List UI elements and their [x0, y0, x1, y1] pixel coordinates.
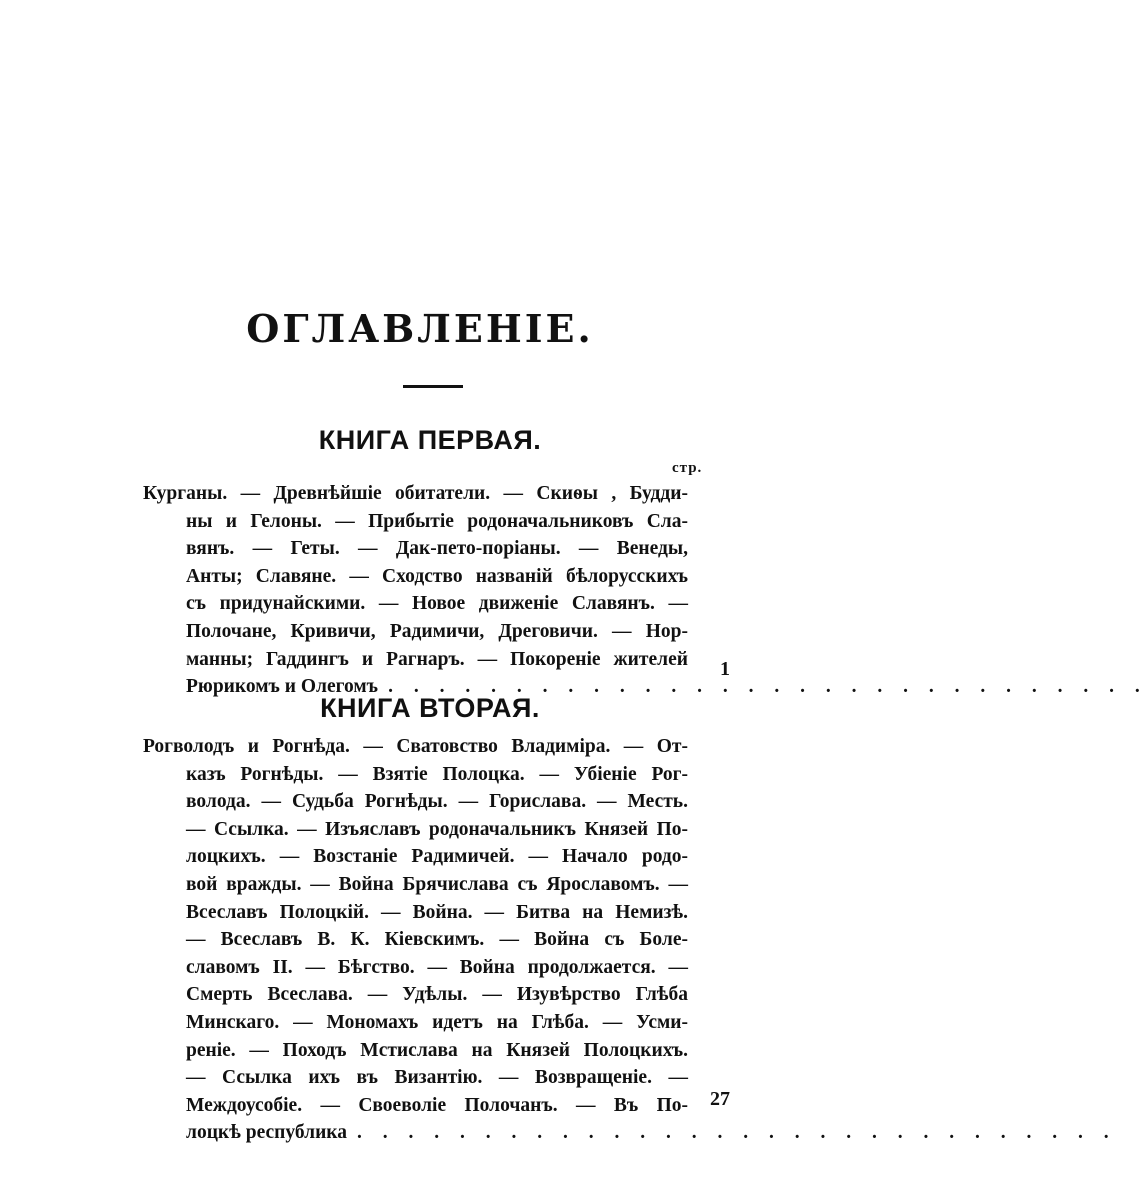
- book-two-title: КНИГА ВТОРАЯ.: [320, 693, 540, 723]
- contents-line: казъ Рогнѣды. — Взятіе Полоцка. — Убіеніе Рог-: [186, 763, 688, 785]
- contents-line: славомъ II. — Бѣгство. — Война продолжается. —: [186, 956, 688, 978]
- page-column-label: стр.: [672, 460, 703, 476]
- contents-line: съ придунайскими. — Новое движенiе Славянъ. —: [186, 593, 688, 615]
- page-title: ОГЛАВЛЕНІЕ.: [246, 306, 594, 351]
- contents-line: ны и Гелоны. — Прибытіе родоначальниковъ Сла-: [186, 510, 688, 532]
- leader-dots: . . . . . . . . . . . . . . . . . . . . . . . . . . . . . .: [388, 676, 1148, 698]
- contents-line-text: Рюрикомъ и Олегомъ: [186, 676, 379, 698]
- contents-line-text: лоцкѣ республика: [186, 1122, 347, 1144]
- book-one-contents: [143, 480, 1148, 701]
- leader-dots: . . . . . . . . . . . . . . . . . . . . . . . . . . . . . .: [357, 1122, 1117, 1144]
- contents-line: Смерть Всеслава. — Удѣлы. — Изувѣрство Глѣба: [186, 984, 688, 1006]
- contents-line: вой вражды. — Война Брячислава съ Ярославомъ. —: [186, 873, 688, 895]
- contents-line: — Ссылка ихъ въ Византію. — Возвращеніе. —: [186, 1067, 688, 1089]
- contents-line: вянъ. — Геты. — Дак-пето-порiаны. — Венеды,: [186, 538, 688, 560]
- contents-line: волода. — Судьба Рогнѣды. — Горислава. — Месть.: [186, 791, 688, 813]
- contents-line: Анты; Славяне. — Сходство названiй бѣлорусскихъ: [186, 565, 688, 587]
- contents-line: Минскаго. — Мономахъ идетъ на Глѣба. — Усми-: [186, 1011, 688, 1033]
- contents-last-line: [143, 1119, 1117, 1147]
- contents-line: манны; Гаддингъ и Рагнаръ. — Покоренiе жителей: [186, 648, 688, 670]
- contents-line: Всеславъ Полоцкій. — Война. — Битва на Немизѣ.: [186, 901, 688, 923]
- title-divider: [403, 385, 463, 388]
- contents-line: — Ссылка. — Изъяславъ родоначальникъ Князей По-: [186, 818, 688, 840]
- contents-line: Курганы. — Древнѣйшіе обитатели. — Скиѳы , Будди-: [143, 483, 688, 504]
- contents-line: Полочане, Кривичи, Радимичи, Дреговичи. — Нор-: [186, 620, 688, 642]
- contents-line: Рогволодъ и Рогнѣда. — Сватовство Владиміра. — От-: [143, 736, 688, 757]
- book-two-page-number: 27: [710, 1088, 730, 1110]
- contents-line: реніе. — Походъ Мстислава на Князей Полоцкихъ.: [186, 1039, 688, 1061]
- book-one-page-number: 1: [720, 658, 730, 680]
- contents-line: Междоусобіе. — Своеволіе Полочанъ. — Въ По-: [186, 1094, 688, 1116]
- contents-line: — Всеславъ В. К. Кіевскимъ. — Война съ Боле-: [186, 929, 688, 951]
- book-one-title: КНИГА ПЕРВАЯ.: [318, 425, 542, 455]
- contents-line: лоцкихъ. — Возстаніе Радимичей. — Начало родо-: [186, 846, 688, 868]
